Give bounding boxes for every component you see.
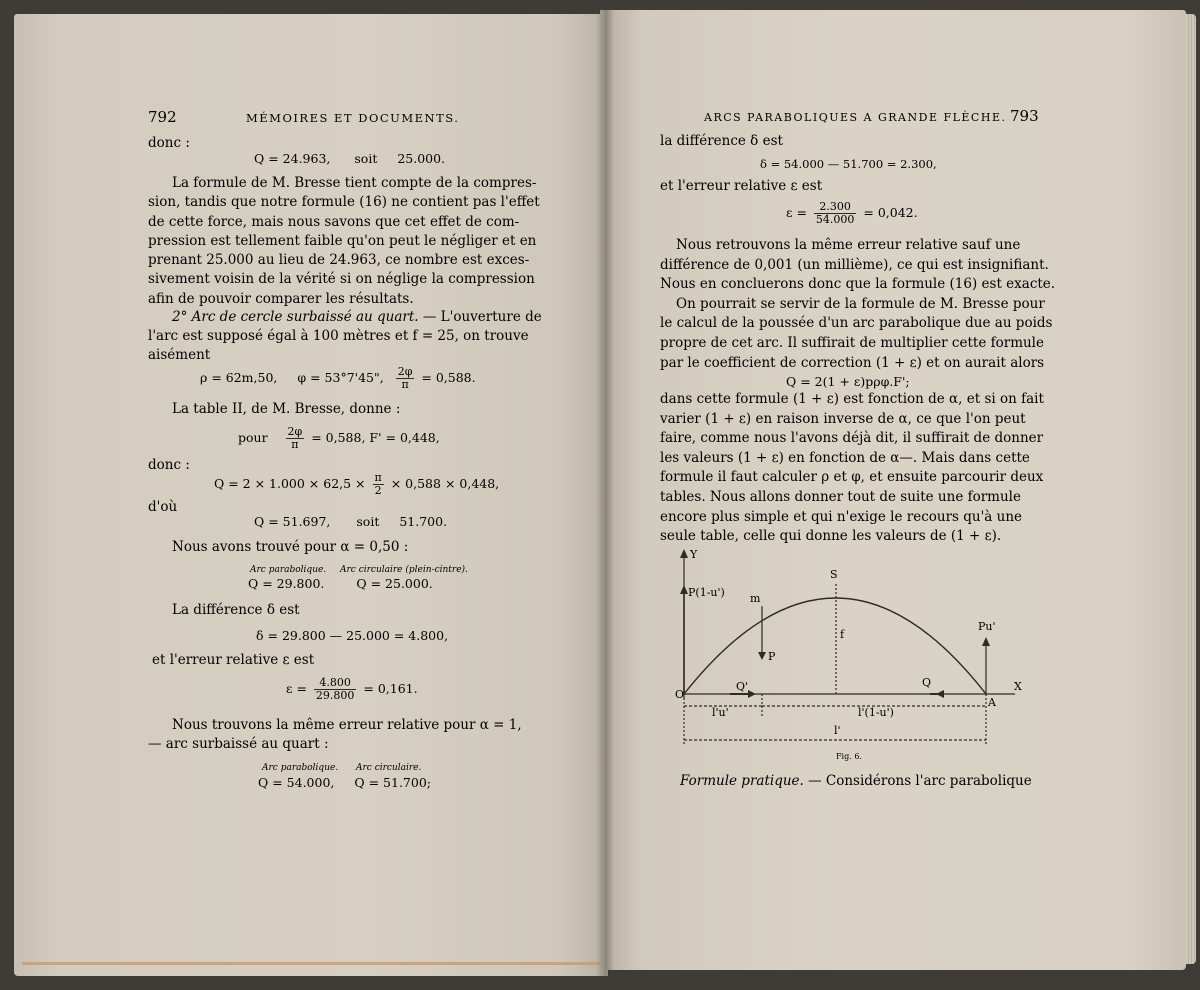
label-x: X bbox=[1014, 680, 1022, 693]
page-number-right: 793 bbox=[1010, 107, 1039, 125]
section-title-rest: — Considérons l'arc parabolique bbox=[803, 773, 1032, 789]
eq-fraction-value: = 0,588. bbox=[421, 370, 476, 385]
line: formule il faut calculer ρ et φ, et ensuite parcourir deux bbox=[660, 469, 1044, 486]
running-head-left: MÉMOIRES ET DOCUMENTS. bbox=[246, 111, 460, 125]
line: par le coefficient de correction (1 + ε) et on aurait alors bbox=[660, 354, 1045, 371]
eq-q4-parabolic: Q = 29.800. bbox=[248, 576, 325, 591]
fraction-denominator: 29.800 bbox=[315, 689, 355, 702]
stacked-page-edges bbox=[1186, 14, 1196, 964]
label-arc-circulaire-2: Arc circulaire. bbox=[356, 763, 422, 773]
fraction-denominator: 2 bbox=[374, 484, 382, 497]
fraction-numerator: 2.300 bbox=[814, 201, 857, 214]
paragraph-bresse-compression bbox=[148, 174, 540, 309]
equation-q1 bbox=[254, 151, 445, 166]
eq-fraction bbox=[286, 426, 305, 451]
label-p-right: Pu' bbox=[978, 620, 996, 633]
equation-delta: δ = 29.800 — 25.000 = 4.800, bbox=[256, 628, 449, 643]
running-head-right: ARCS PARABOLIQUES A GRANDE FLÈCHE. bbox=[704, 111, 1007, 124]
eq-q3-rounded: 51.700. bbox=[399, 514, 448, 529]
text-alpha-050: Nous avons trouvé pour α = 0,50 : bbox=[172, 539, 409, 555]
label-arc-parabolique: Arc parabolique. bbox=[250, 565, 327, 575]
line: Nous trouvons la même erreur relative pour α = 1, bbox=[172, 717, 522, 733]
label-q-right: Q bbox=[922, 676, 932, 689]
eq-eps-lhs: ε = bbox=[786, 205, 807, 220]
text-difference: La différence δ est bbox=[172, 602, 300, 618]
book-gutter bbox=[596, 10, 614, 976]
line: seule table, celle qui donne les valeurs de (1 + ε). bbox=[660, 528, 1002, 545]
label-p-left: P(1-u') bbox=[688, 586, 725, 599]
line: On pourrait se servir de la formule de M. Bresse pour bbox=[676, 295, 1045, 312]
eq-pour-values: = 0,588, F' = 0,448, bbox=[311, 430, 440, 445]
eq-q4-circular: Q = 25.000. bbox=[356, 576, 433, 591]
right-reaction-arrowhead bbox=[982, 637, 990, 646]
fraction-numerator: π bbox=[374, 471, 382, 484]
eq-fraction bbox=[314, 677, 357, 702]
line: tables. Nous allons donner tout de suite une formule bbox=[660, 488, 1021, 505]
eq-eps-lhs: ε = bbox=[286, 681, 307, 696]
equation-q-right: Q = 2(1 + ε)pρφ.F'; bbox=[786, 374, 910, 389]
paragraph-retrouvons bbox=[660, 236, 1056, 373]
line: sion, tandis que notre formule (16) ne contient pas l'effet bbox=[148, 194, 540, 211]
label-m: m bbox=[750, 592, 761, 605]
eq-eps-value: = 0,161. bbox=[363, 681, 418, 696]
line: de cette force, mais nous savons que cet effet de com- bbox=[148, 213, 520, 230]
eq-fraction bbox=[373, 472, 384, 497]
equation-rho-phi bbox=[200, 366, 476, 391]
line: aisément bbox=[148, 347, 211, 364]
text-dou: d'où bbox=[148, 499, 178, 515]
fraction-numerator: 4.800 bbox=[314, 677, 357, 690]
fraction-numerator: 2φ bbox=[397, 365, 413, 378]
equation-pour bbox=[238, 426, 440, 451]
eq-q5-circular: Q = 51.700; bbox=[354, 775, 431, 790]
label-a: A bbox=[988, 696, 996, 709]
line: Nous retrouvons la même erreur relative sauf une bbox=[676, 237, 1021, 253]
text-erreur-right: et l'erreur relative ε est bbox=[660, 178, 823, 194]
eq-q2-start: Q = 2 × 1.000 × 62,5 × bbox=[214, 476, 366, 491]
line: le calcul de la poussée d'un arc parabolique due au poids bbox=[660, 315, 1053, 332]
line: les valeurs (1 + ε) en fonction de α—. Mais dans cette bbox=[660, 449, 1030, 466]
text-donc-2: donc : bbox=[148, 457, 190, 473]
line: faire, comme nous l'avons déjà dit, il suffirait de donner bbox=[660, 430, 1044, 447]
equation-q2 bbox=[214, 472, 499, 497]
label-o: O bbox=[675, 688, 685, 701]
text-donc: donc : bbox=[148, 135, 190, 151]
label-dim-lu: l'u' bbox=[712, 706, 729, 719]
fraction-denominator: π bbox=[291, 438, 299, 451]
paragraph-arc-cercle bbox=[148, 327, 529, 366]
page-edge-rule bbox=[22, 962, 602, 965]
y-axis-arrowhead bbox=[680, 549, 688, 558]
equation-epsilon-right bbox=[786, 201, 918, 226]
eq-q3-soit: soit bbox=[356, 514, 380, 529]
line: encore plus simple et qui n'exige le recours qu'à une bbox=[660, 508, 1023, 525]
page-number-left: 792 bbox=[148, 108, 177, 126]
line: Nous en concluerons donc que la formule (16) est exacte. bbox=[660, 276, 1056, 293]
equation-q4 bbox=[248, 576, 433, 591]
section-title-rest: — L'ouverture de bbox=[418, 309, 542, 325]
eq-phi: φ = 53°7'45", bbox=[297, 370, 384, 385]
line: La formule de M. Bresse tient compte de la compres- bbox=[172, 175, 537, 191]
section-title-formule-pratique: Formule pratique. bbox=[680, 773, 804, 789]
eq-q1-value: Q = 24.963, bbox=[254, 151, 331, 166]
fraction-numerator: 2φ bbox=[287, 425, 303, 438]
section-title-arc-cercle: 2° Arc de cercle surbaissé au quart. bbox=[172, 309, 419, 325]
eq-q1-soit: soit bbox=[354, 151, 378, 166]
line: — arc surbaissé au quart : bbox=[148, 736, 329, 753]
line: prenant 25.000 au lieu de 24.963, ce nombre est exces- bbox=[148, 252, 530, 269]
eq-q2-end: × 0,588 × 0,448, bbox=[390, 476, 500, 491]
parabolic-arc bbox=[684, 598, 986, 694]
label-q-left: Q' bbox=[736, 680, 749, 693]
line: sivement voisin de la vérité si on néglige la compression bbox=[148, 271, 535, 288]
eq-eps-value: = 0,042. bbox=[863, 205, 918, 220]
line: pression est tellement faible qu'on peut le négliger et en bbox=[148, 232, 537, 249]
q-right-arrowhead bbox=[936, 690, 944, 698]
label-s: S bbox=[830, 568, 838, 581]
equation-epsilon bbox=[286, 677, 418, 702]
paragraph-arc-cercle-head bbox=[172, 308, 542, 327]
equation-delta-right: δ = 54.000 — 51.700 = 2.300, bbox=[760, 157, 937, 171]
eq-q1-rounded: 25.000. bbox=[397, 151, 446, 166]
eq-fraction bbox=[396, 366, 415, 391]
label-arc-circulaire: Arc circulaire (plein-cintre). bbox=[340, 565, 468, 575]
paragraph-formule-pratique bbox=[680, 772, 1032, 791]
label-dim-l1u: l'(1-u') bbox=[858, 706, 894, 719]
fraction-denominator: 54.000 bbox=[815, 213, 855, 226]
line: différence de 0,001 (un millième), ce qui est insignifiant. bbox=[660, 256, 1049, 273]
text-difference-right: la différence δ est bbox=[660, 133, 783, 149]
figure-caption: Fig. 6. bbox=[836, 752, 862, 761]
text-erreur-relative: et l'erreur relative ε est bbox=[152, 652, 315, 668]
eq-pour: pour bbox=[238, 430, 268, 445]
equation-q5 bbox=[258, 775, 431, 790]
fraction-denominator: π bbox=[401, 378, 409, 391]
left-reaction-arrowhead bbox=[680, 585, 688, 594]
label-f: f bbox=[840, 628, 845, 641]
paragraph-alpha-1 bbox=[148, 716, 532, 755]
label-p: P bbox=[768, 650, 776, 663]
equation-q3 bbox=[254, 514, 447, 529]
label-y: Y bbox=[690, 548, 698, 561]
eq-fraction bbox=[814, 201, 857, 226]
parabolic-arch-diagram bbox=[670, 548, 1050, 768]
label-arc-parabolique-2: Arc parabolique. bbox=[262, 763, 339, 773]
line: afin de pouvoir comparer les résultats. bbox=[148, 290, 414, 307]
paragraph-dans-cette-formule bbox=[660, 390, 1044, 547]
eq-rho: ρ = 62m,50, bbox=[200, 370, 278, 385]
line: l'arc est supposé égal à 100 mètres et f = 25, on trouve bbox=[148, 328, 529, 344]
label-dim-l: l' bbox=[834, 724, 841, 737]
line: varier (1 + ε) en raison inverse de α, ce que l'on peut bbox=[660, 410, 1026, 427]
eq-q5-parabolic: Q = 54.000, bbox=[258, 775, 335, 790]
eq-q3-value: Q = 51.697, bbox=[254, 514, 331, 529]
line: propre de cet arc. Il suffirait de multiplier cette formule bbox=[660, 334, 1044, 351]
p-arrowhead bbox=[758, 652, 766, 660]
q-left-arrowhead bbox=[748, 690, 756, 698]
text-table-ii: La table II, de M. Bresse, donne : bbox=[172, 401, 401, 417]
line: dans cette formule (1 + ε) est fonction de α, et si on fait bbox=[660, 391, 1044, 407]
